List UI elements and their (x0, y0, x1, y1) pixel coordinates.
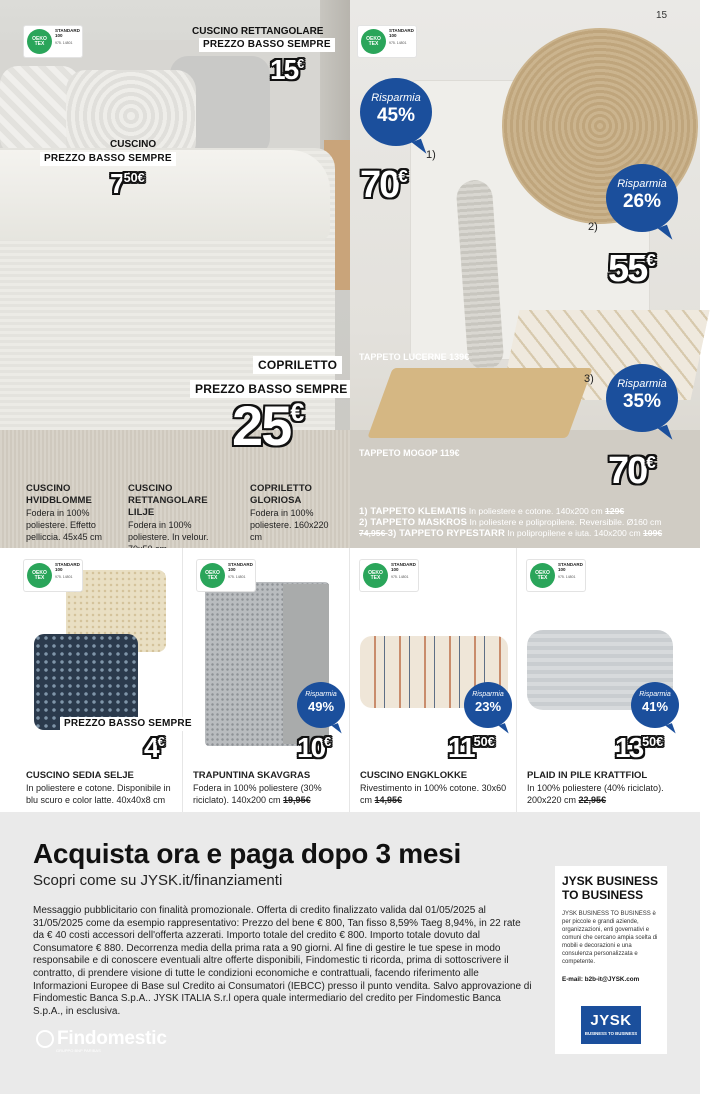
page-number: 15 (656, 10, 668, 21)
oeko-tex-logo-icon: OEKO TEX (200, 563, 225, 588)
rect-pillow-title: CUSCINO RETTANGOLARE (192, 26, 324, 37)
oeko-tex-badge (358, 26, 416, 57)
finance-disclaimer: Messaggio pubblicitario con finalità promozionale. Offerta di credito finalizzato valida dal 01/05/2025 al 31/05/2025 come da esempio rappresentativo: Prezzo del bene € 800, Tan fisso 8,59% Taeg 8,94%, in 22 rate da € 40 costi accessori dell'offerta azzerati. Importo totale del credito € 800. Importo totale dovuto dal Consumatore € 880. Decorrenza media della prima rata a 90 giorni. Al fine di gestire le tue spese in modo responsabile e di conoscere eventuali altre offerte disponibili, Findomestic ti ricorda, prima di sottoscrivere il contratto, di prendere visione di tutte le condizioni economiche e contrattuali, facendo riferimento alle Informazioni Europee di Base sul Credito ai Consumatori (IEBCC) presso il punto vendita. Salvo approvazione di Findomestic Banca S.p.A.. JYSK ITALIA S.r.l opera quale intermediario del credito per Findomestic Banca S.p.A., in esclusiva. (33, 905, 532, 1017)
oeko-tex-logo-icon: OEKO TEX (363, 563, 388, 588)
oeko-tex-logo-icon: OEKO TEX (27, 563, 52, 588)
jysk-logo-sub: BUSINESS TO BUSINESS (584, 1031, 638, 1036)
klematis-price: 70€ (360, 164, 408, 206)
bedspread-title: COPRILETTO (253, 356, 342, 374)
findomestic-logo-icon (36, 1030, 54, 1048)
oeko-tex-logo-icon: OEKO TEX (27, 29, 52, 54)
rug-lucerne-label: TAPPETO LUCERNE 139€ (359, 352, 470, 362)
product-price: 10€ (297, 732, 332, 763)
findomestic-logo-text: Findomestic (57, 1028, 167, 1049)
low-price-tag: PREZZO BASSO SEMPRE (60, 717, 196, 731)
jysk-logo-text: JYSK (590, 1012, 632, 1029)
oeko-code: 975. 14801 (558, 575, 576, 579)
low-price-tag: PREZZO BASSO SEMPRE (190, 380, 353, 398)
hero-bedroom (0, 0, 350, 548)
oeko-tex-logo-icon: OEKO TEX (530, 563, 555, 588)
finance-section (0, 812, 700, 1094)
oeko-standard: STANDARD 100 (55, 562, 80, 572)
finance-link-text[interactable]: Scopri come su JYSK.it/finanziamenti (33, 872, 283, 889)
product-caption: CUSCINO ENGKLOKKE Rivestimento in 100% cotone. 30x60 cm 14,95€ (360, 770, 507, 805)
product-description: COPRILETTO GLORIOSA Fodera in 100% poliestere. 160x220 cm (250, 483, 329, 542)
discount-bubble: Risparmia 26% (606, 164, 678, 232)
discount-bubble: Risparmia 49% (297, 682, 345, 728)
b2b-text: JYSK BUSINESS TO BUSINESS è per piccole e grandi aziende, organizzazioni, enti governativi e comuni che cercano ampia scelta di mobili e decorazioni e una consulenza personalizzata e competente. (562, 911, 658, 965)
item-number: 2) (588, 221, 598, 233)
findomestic-logo-sub: GRUPPO BNP PARIBAS (56, 1048, 101, 1053)
bedspread-price: 25€ (232, 394, 305, 457)
rug-mogop-label: TAPPETO MOGOP 119€ (359, 448, 460, 458)
discount-bubble: Risparmia 35% (606, 364, 678, 432)
product-price: $13^{50€}$ (615, 732, 664, 763)
low-price-tag: PREZZO BASSO SEMPRE (199, 38, 335, 52)
oeko-standard: STANDARD 100 (389, 28, 414, 38)
findomestic-logo (36, 1024, 167, 1054)
oeko-standard: STANDARD 100 (391, 562, 416, 572)
pillow-title: CUSCINO (110, 139, 157, 150)
maskros-price: 55€ (608, 248, 656, 290)
rug-line: 1) TAPPETO KLEMATIS In poliestere e cotone. 140x200 cm 129€ (359, 506, 625, 517)
oeko-code: 975. 14801 (55, 575, 73, 579)
oeko-standard: STANDARD 100 (55, 28, 80, 38)
pillow-price: $7^{50€}$ (110, 168, 145, 199)
b2b-email[interactable]: E-mail: b2b-it@JYSK.com (562, 976, 640, 983)
b2b-box (555, 866, 667, 1054)
product-caption: TRAPUNTINA SKAVGRAS Fodera in 100% poliestere (30% riciclato). 140x200 cm 19,95€ (193, 770, 322, 805)
rug-descriptions (359, 506, 697, 539)
product-caption: PLAID IN PILE KRATTFIOL In 100% poliestere (40% riciclato). 200x220 cm 22,95€ (527, 770, 664, 805)
oeko-tex-badge (527, 560, 585, 591)
product-cards (0, 548, 700, 812)
oeko-tex-badge (24, 26, 82, 57)
product-description: CUSCINO RETTANGOLARE LILJE Fodera in 100% poliestere. In velour. (128, 483, 209, 542)
item-number: 3) (584, 373, 594, 385)
product-card[interactable] (183, 548, 350, 812)
product-card[interactable] (517, 548, 700, 812)
product-card[interactable] (0, 548, 192, 812)
oeko-standard: STANDARD 100 (558, 562, 583, 572)
oeko-tex-badge (24, 560, 82, 591)
jysk-logo (581, 1006, 641, 1044)
discount-bubble: Risparmia 45% (360, 78, 432, 146)
oeko-tex-badge (197, 560, 255, 591)
product-caption: CUSCINO SEDIA SELJE In poliestere e cotone. Disponibile in blu scuro e color latte. 40x40x8 cm (26, 770, 171, 805)
oeko-standard: STANDARD 100 (228, 562, 253, 572)
oeko-tex-logo-icon: OEKO TEX (361, 29, 386, 54)
oeko-code: 975. 14801 (55, 41, 73, 45)
finance-heading: Acquista ora e paga dopo 3 mesi (33, 838, 461, 869)
hero-rugs (350, 0, 700, 548)
product-price: $11^{50€}$ (448, 732, 495, 763)
oeko-code: 975. 14801 (391, 575, 409, 579)
product-description: CUSCINO HVIDBLOMME Fodera in 100% poliestere. Effetto pelliccia. 45x45 cm (26, 483, 103, 542)
discount-bubble: Risparmia 23% (464, 682, 512, 728)
oeko-tex-badge (360, 560, 418, 591)
oeko-code: 975. 14801 (228, 575, 246, 579)
low-price-tag: PREZZO BASSO SEMPRE (40, 152, 176, 166)
jute-rug-photo (367, 368, 592, 438)
rypestarr-price: 70€ (608, 450, 656, 492)
discount-bubble: Risparmia 41% (631, 682, 679, 728)
cushion-photo (34, 634, 138, 730)
product-price: 4€ (144, 732, 165, 763)
rect-pillow-price: 15€ (270, 54, 305, 85)
oeko-code: 975. 14801 (389, 41, 407, 45)
item-number: 1) (426, 149, 436, 161)
product-card[interactable] (350, 548, 517, 812)
rug-line: 2) TAPPETO MASKROS In poliestere e polipropilene. Reversibile. Ø160 cm (359, 517, 662, 528)
rug-line: 74,95€ 3) TAPPETO RYPESTARR In polipropilene e iuta. 140x200 cm 109€ (359, 528, 663, 539)
b2b-title: JYSK BUSINESS TO BUSINESS (562, 874, 659, 902)
